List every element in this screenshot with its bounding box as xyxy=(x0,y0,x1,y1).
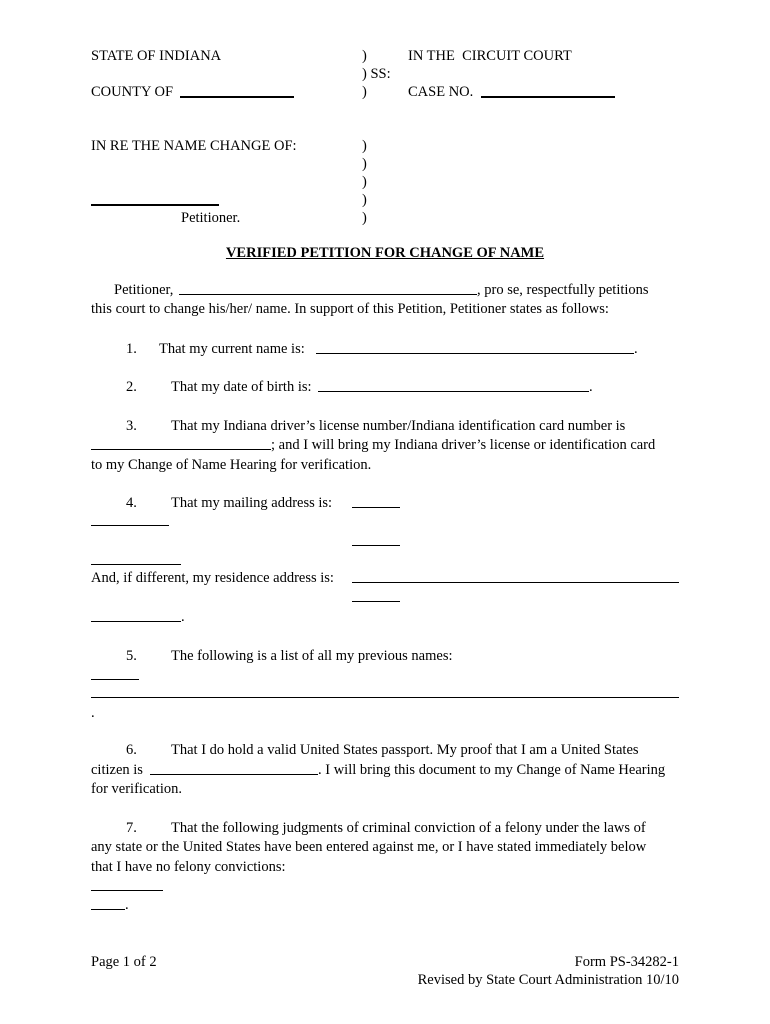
item-7-number: 7. xyxy=(126,820,137,836)
item-3-number: 3. xyxy=(126,418,137,434)
caption-paren: ) xyxy=(362,138,367,154)
item-6-line3: for verification. xyxy=(91,781,182,797)
item-4-text: That my mailing address is: xyxy=(171,495,333,511)
item-1-period: . xyxy=(634,341,638,357)
date-of-birth-field[interactable] xyxy=(318,391,589,392)
mailing-address-field-2[interactable] xyxy=(91,525,169,526)
item-7-period: . xyxy=(125,897,129,913)
petitioner-intro-field[interactable] xyxy=(179,294,477,295)
item-1-number: 1. xyxy=(126,341,137,357)
intro-line2: this court to change his/her/ name. In support of this Petition, Petitioner states as follows: xyxy=(91,301,609,317)
item-6-text: That I do hold a valid United States passport. My proof that I am a United States xyxy=(171,742,639,758)
item-5-text: The following is a list of all my previous names: xyxy=(171,648,453,664)
county-field[interactable] xyxy=(180,96,294,98)
form-number: Form PS-34282-1 xyxy=(574,954,679,970)
residence-address-field-1[interactable] xyxy=(352,582,679,583)
item-6-line2-prefix: citizen is xyxy=(91,762,143,778)
felony-convictions-field-1[interactable] xyxy=(91,890,163,891)
item-7-line3: that I have no felony convictions: xyxy=(91,859,286,875)
state-label: STATE OF INDIANA xyxy=(91,48,222,64)
ss-label: ) SS: xyxy=(362,66,391,82)
item-3-line3: to my Change of Name Hearing for verification. xyxy=(91,457,372,473)
item-6-number: 6. xyxy=(126,742,137,758)
previous-names-field-1[interactable] xyxy=(91,679,139,680)
mailing-address-field-4[interactable] xyxy=(91,564,181,565)
caption-paren: ) xyxy=(362,156,367,172)
previous-names-field-2[interactable] xyxy=(91,697,679,698)
item-2-text: That my date of birth is: xyxy=(171,379,312,395)
page-number: Page 1 of 2 xyxy=(91,954,157,970)
caption-paren: ) xyxy=(362,174,367,190)
mailing-address-field-1[interactable] xyxy=(352,507,400,508)
item-1-text: That my current name is: xyxy=(159,341,305,357)
item-3-line2: ; and I will bring my Indiana driver’s license or identification card xyxy=(271,437,656,453)
item-5-number: 5. xyxy=(126,648,137,664)
caption-paren: ) xyxy=(362,192,367,208)
item-2-period: . xyxy=(589,379,593,395)
document-title: VERIFIED PETITION FOR CHANGE OF NAME xyxy=(225,245,545,261)
caption-paren: ) xyxy=(362,48,367,64)
residence-label: And, if different, my residence address is: xyxy=(91,570,334,586)
residence-address-field-3[interactable] xyxy=(91,621,181,622)
intro-suffix: , pro se, respectfully petitions xyxy=(477,282,649,298)
license-number-field[interactable] xyxy=(91,449,271,450)
felony-convictions-field-2[interactable] xyxy=(91,909,125,910)
current-name-field[interactable] xyxy=(316,353,634,354)
item-3-text: That my Indiana driver’s license number/Indiana identification card number is xyxy=(171,418,626,434)
residence-period: . xyxy=(181,609,185,625)
item-7-text: That the following judgments of criminal conviction of a felony under the laws of xyxy=(171,820,646,836)
case-no-field[interactable] xyxy=(481,96,615,98)
case-no-label: CASE NO. xyxy=(408,84,474,100)
item-7-line2: any state or the United States have been entered against me, or I have stated immediately below xyxy=(91,839,647,855)
mailing-address-field-3[interactable] xyxy=(352,545,400,546)
item-6-line2-suffix: . I will bring this document to my Change of Name Hearing xyxy=(318,762,666,778)
residence-address-field-2[interactable] xyxy=(352,601,400,602)
item-5-period: . xyxy=(91,705,95,721)
county-label: COUNTY OF xyxy=(91,84,174,100)
petitioner-name-field[interactable] xyxy=(91,204,219,206)
item-2-number: 2. xyxy=(126,379,137,395)
court-label: IN THE CIRCUIT COURT xyxy=(408,48,572,64)
caption-paren: ) xyxy=(362,210,367,226)
intro-prefix: Petitioner, xyxy=(114,282,174,298)
item-4-number: 4. xyxy=(126,495,137,511)
caption-paren: ) xyxy=(362,84,367,100)
revision-note: Revised by State Court Administration 10/10 xyxy=(417,972,679,988)
in-re-label: IN RE THE NAME CHANGE OF: xyxy=(91,138,297,154)
citizenship-proof-field[interactable] xyxy=(150,774,318,775)
petitioner-label: Petitioner. xyxy=(181,210,241,226)
